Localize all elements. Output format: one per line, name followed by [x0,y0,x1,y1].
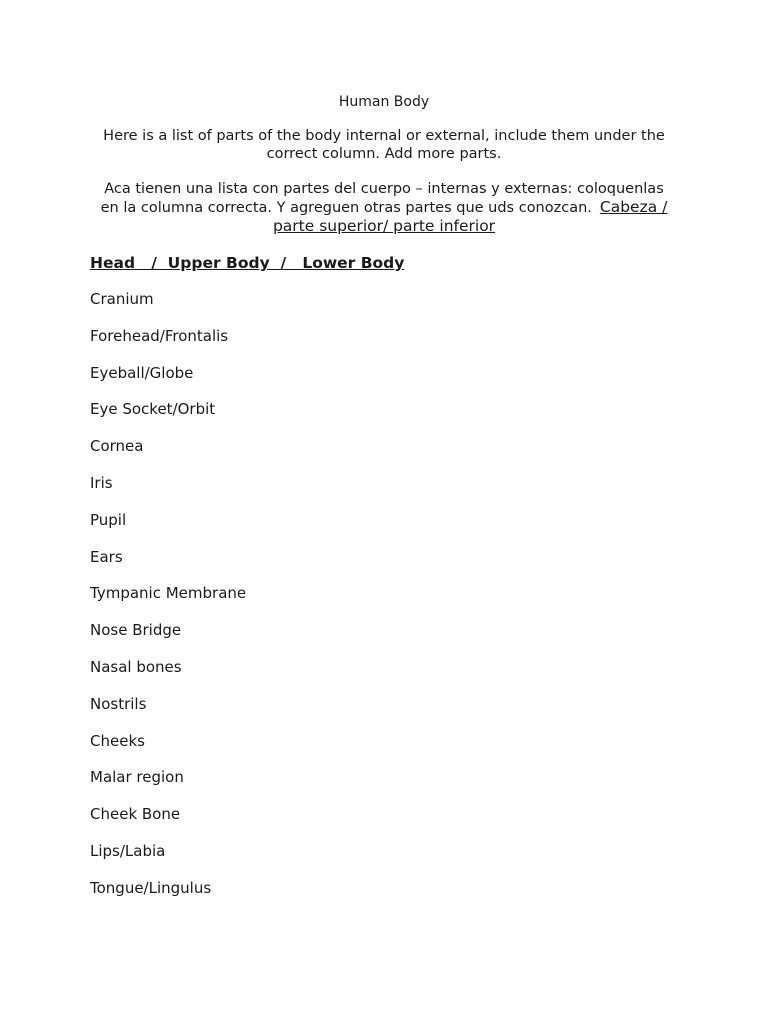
list-item: Cheek Bone [90,805,181,824]
list-item: Nose Bridge [90,621,182,640]
list-item: Tongue/Lingulus [90,878,212,897]
list-item: Malar region [90,768,184,787]
list-item: Ears [90,547,123,566]
list-item: Cranium [90,290,154,308]
body-parts-list [90,290,246,916]
list-item: Eye Socket/Orbit [90,400,216,419]
list-item: Pupil [90,510,127,529]
list-item: Nasal bones [90,657,182,676]
columns-heading: Head / Upper Body / Lower Body [90,254,405,272]
list-item: Eyeball/Globe [90,363,194,382]
spanish-column-names: Cabeza / parte superior/ parte inferior [272,198,668,235]
list-item: Cheeks [90,731,145,750]
list-item: Cornea [90,437,144,456]
list-item: Iris [90,473,113,492]
list-item: Tympanic Membrane [90,584,247,603]
document-title: Human Body [338,94,430,110]
list-item: Forehead/Frontalis [90,326,229,345]
list-item: Nostrils [90,694,147,713]
instructions-english: Here is a list of parts of the body internal or external, include them under the correct column. Add more parts. [103,128,665,162]
instructions-spanish-text: Aca tienen una lista con partes del cuerpo – internas y externas: coloquenlas en la columna correcta. Y agreguen otras partes que uds conozcan. [100,181,664,216]
list-item: Lips/Labia [90,841,166,860]
instructions-spanish [94,180,674,236]
